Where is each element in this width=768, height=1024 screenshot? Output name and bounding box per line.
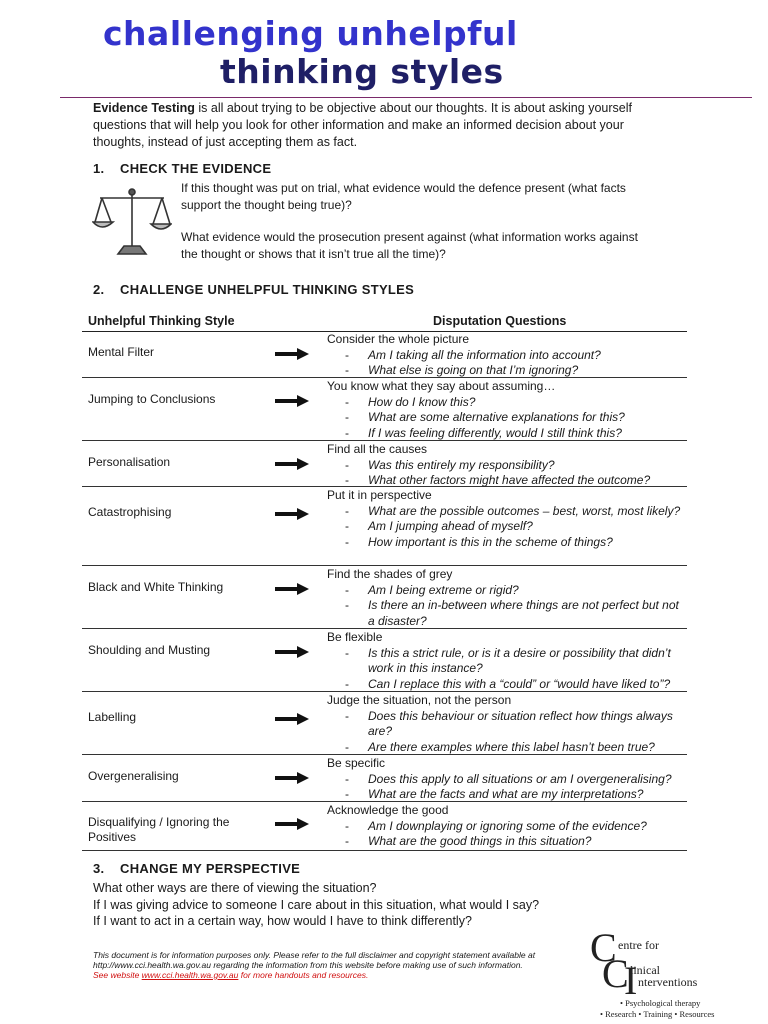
thinking-style-label: Jumping to Conclusions bbox=[88, 392, 216, 406]
section-1-number: 1. bbox=[93, 161, 105, 176]
section-2-heading bbox=[93, 282, 414, 297]
disputation-lead: Find all the causes bbox=[327, 442, 428, 456]
evidence-prosecution-text: What evidence would the prosecution present against (what information works against the thought or shows that it isn’t true all the time)? bbox=[181, 230, 638, 261]
disclaimer-text: This document is for information purposes only. Please refer to the full disclaimer and copyright statement available at http://www.cci.health.wa.gov.au regarding the information from this website before making use of such information. bbox=[93, 950, 536, 970]
disputation-question: - Am I jumping ahead of myself? bbox=[327, 519, 687, 535]
logo-word-1: entre for bbox=[618, 938, 659, 952]
thinking-style-label: Shoulding and Musting bbox=[88, 643, 211, 657]
disputation-block bbox=[327, 488, 687, 551]
table-row bbox=[82, 756, 687, 802]
perspective-questions bbox=[93, 880, 613, 930]
disputation-block bbox=[327, 379, 687, 442]
disputation-question: - Is this a strict rule, or is it a desire or possibility that didn’t work in this instance? bbox=[327, 646, 687, 677]
disputation-question: - Was this entirely my responsibility? bbox=[327, 458, 687, 474]
website-prefix: See website bbox=[93, 970, 142, 980]
right-arrow-icon bbox=[275, 458, 309, 470]
disputation-question: - What are some alternative explanations for this? bbox=[327, 410, 687, 426]
right-arrow-icon bbox=[275, 395, 309, 407]
title-line-1: challenging unhelpful bbox=[103, 14, 518, 53]
disputation-lead: Be specific bbox=[327, 756, 386, 770]
footer-disclaimer bbox=[93, 950, 573, 980]
logo-word-3: nterventions bbox=[638, 975, 698, 989]
column-header-style: Unhelpful Thinking Style bbox=[88, 314, 235, 328]
thinking-style-label: Disqualifying / Ignoring the Positives bbox=[88, 815, 230, 844]
disputation-question: - Am I being extreme or rigid? bbox=[327, 583, 687, 599]
column-header-questions: Disputation Questions bbox=[433, 314, 567, 328]
right-arrow-icon bbox=[275, 508, 309, 520]
disputation-question: - Is there an in-between where things are not perfect but not a disaster? bbox=[327, 598, 687, 629]
table-row bbox=[82, 803, 687, 851]
title-line-2: thinking styles bbox=[220, 52, 504, 91]
right-arrow-icon bbox=[275, 646, 309, 658]
disputation-block bbox=[327, 803, 687, 850]
section-2-number: 2. bbox=[93, 282, 105, 297]
evidence-defence-text: If this thought was put on trial, what evidence would the defence present (what facts support the thought being true)? bbox=[181, 181, 626, 212]
disputation-question: - What are the facts and what are my interpretations? bbox=[327, 787, 687, 803]
cci-logo bbox=[588, 925, 758, 1020]
perspective-line: If I was giving advice to someone I care about in this situation, what would I say? bbox=[93, 897, 540, 912]
website-note bbox=[93, 970, 573, 980]
table-row bbox=[82, 630, 687, 692]
disputation-question: - What other factors might have affected the outcome? bbox=[327, 473, 687, 489]
logo-word-2: linical bbox=[630, 963, 660, 977]
disputation-question: - Does this behaviour or situation reflect how things always are? bbox=[327, 709, 687, 740]
right-arrow-icon bbox=[275, 713, 309, 725]
disputation-question: - If I was feeling differently, would I still think this? bbox=[327, 426, 687, 442]
intro-paragraph bbox=[93, 100, 653, 151]
disputation-question: - Am I downplaying or ignoring some of the evidence? bbox=[327, 819, 687, 835]
table-row bbox=[82, 567, 687, 629]
section-3-title: CHANGE MY PERSPECTIVE bbox=[120, 861, 301, 876]
section-2-title: CHALLENGE UNHELPFUL THINKING STYLES bbox=[120, 282, 415, 297]
logo-letter-i: I bbox=[624, 958, 638, 1003]
table-row bbox=[82, 488, 687, 566]
disputation-question: - Am I taking all the information into account? bbox=[327, 348, 687, 364]
logo-tagline-1: • Psychological therapy bbox=[620, 998, 701, 1008]
right-arrow-icon bbox=[275, 348, 309, 360]
website-suffix: for more handouts and resources. bbox=[238, 970, 369, 980]
title-divider bbox=[60, 97, 752, 98]
right-arrow-icon bbox=[275, 818, 309, 830]
disputation-lead: Acknowledge the good bbox=[327, 803, 449, 817]
section-3-heading bbox=[93, 861, 300, 876]
right-arrow-icon bbox=[275, 772, 309, 784]
perspective-line: If I want to act in a certain way, how would I have to think differently? bbox=[93, 914, 472, 928]
logo-letter-c2: C bbox=[602, 951, 629, 996]
disputation-block bbox=[327, 630, 687, 693]
section-1-heading bbox=[93, 161, 271, 176]
disputation-block bbox=[327, 693, 687, 756]
thinking-style-label: Black and White Thinking bbox=[88, 580, 224, 594]
thinking-style-label: Labelling bbox=[88, 710, 137, 724]
disputation-block bbox=[327, 442, 687, 489]
perspective-line: What other ways are there of viewing the situation? bbox=[93, 881, 377, 895]
table-row bbox=[82, 442, 687, 487]
intro-text: is all about trying to be objective about our thoughts. It is about asking yourself questions that will help you look for other information and make an informed decision about your thoughts, instead of just accepting them as fact. bbox=[93, 101, 632, 149]
logo-letter-c1: C bbox=[590, 925, 617, 970]
table-row bbox=[82, 332, 687, 378]
logo-tagline-2: • Research • Training • Resources bbox=[600, 1009, 715, 1019]
thinking-style-label: Overgeneralising bbox=[88, 769, 179, 783]
disputation-lead: Put it in perspective bbox=[327, 488, 432, 502]
disputation-question: - What are the good things in this situation? bbox=[327, 834, 687, 850]
disputation-lead: Consider the whole picture bbox=[327, 332, 470, 346]
section-1-title: CHECK THE EVIDENCE bbox=[120, 161, 272, 176]
right-arrow-icon bbox=[275, 583, 309, 595]
website-link[interactable]: www.cci.health.wa.gov.au bbox=[141, 970, 239, 980]
thinking-style-label: Catastrophising bbox=[88, 505, 172, 519]
intro-bold-term: Evidence Testing bbox=[93, 101, 195, 115]
disputation-lead: Judge the situation, not the person bbox=[327, 693, 512, 707]
table-row bbox=[82, 379, 687, 441]
disputation-question: - Does this apply to all situations or am I overgeneralising? bbox=[327, 772, 687, 788]
disputation-lead: You know what they say about assuming… bbox=[327, 379, 556, 393]
disputation-question: - What are the possible outcomes – best, worst, most likely? bbox=[327, 504, 687, 520]
thinking-style-label: Mental Filter bbox=[88, 345, 155, 359]
disputation-lead: Be flexible bbox=[327, 630, 383, 644]
section-3-number: 3. bbox=[93, 861, 105, 876]
table-row bbox=[82, 693, 687, 755]
scales-of-justice-icon bbox=[92, 186, 172, 258]
thinking-style-label: Personalisation bbox=[88, 455, 171, 469]
disputation-question: - How do I know this? bbox=[327, 395, 687, 411]
disputation-question: - Are there examples where this label hasn’t been true? bbox=[327, 740, 687, 756]
disputation-lead: Find the shades of grey bbox=[327, 567, 453, 581]
disputation-block bbox=[327, 567, 687, 630]
disputation-question: - How important is this in the scheme of things? bbox=[327, 535, 687, 551]
disputation-block bbox=[327, 332, 687, 379]
disputation-question: - What else is going on that I’m ignoring? bbox=[327, 363, 687, 379]
disputation-block bbox=[327, 756, 687, 803]
disputation-question: - Can I replace this with a “could” or “would have liked to”? bbox=[327, 677, 687, 693]
